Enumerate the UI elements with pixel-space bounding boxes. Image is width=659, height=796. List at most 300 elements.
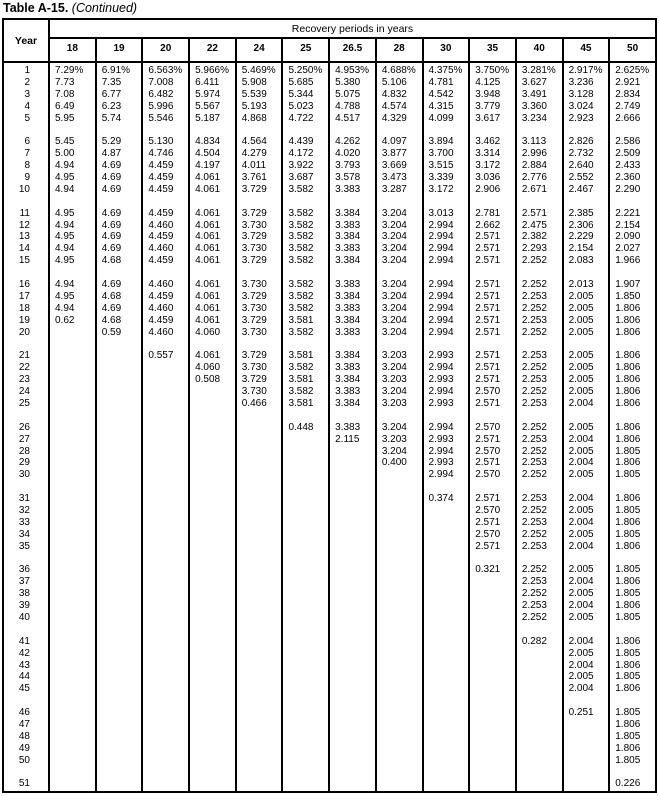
- cell-value: 4.459: [148, 314, 174, 326]
- group-spacer: [424, 338, 469, 350]
- group-spacer: [564, 410, 609, 422]
- empty-cell: [190, 707, 235, 719]
- empty-cell: [517, 755, 562, 767]
- cell-value: 1.805: [615, 469, 641, 481]
- cell-value: 3.287: [381, 183, 407, 195]
- cell-value: 0.59: [101, 326, 122, 338]
- empty-cell: [50, 469, 95, 481]
- cell-value: 3.462: [475, 136, 501, 148]
- group-spacer: [564, 695, 609, 707]
- cell-value: 7.73: [55, 76, 75, 88]
- empty-cell: [190, 719, 235, 731]
- empty-cell: [470, 600, 515, 612]
- cell-value: 4.460: [148, 279, 174, 291]
- group-spacer: [237, 481, 282, 493]
- empty-cell: [424, 576, 469, 588]
- empty-cell: [237, 422, 282, 434]
- cell-value: 2.906: [475, 183, 501, 195]
- cell-value: 4.94: [55, 160, 75, 172]
- cell-value: 4.69: [101, 243, 122, 255]
- empty-cell: [190, 446, 235, 458]
- cell-value: 2.004: [568, 433, 594, 445]
- row-year: 34: [18, 528, 30, 540]
- empty-cell: [330, 588, 375, 600]
- empty-cell: [283, 469, 328, 481]
- empty-cell: [143, 493, 188, 505]
- empty-cell: [330, 529, 375, 541]
- empty-cell: [283, 778, 328, 790]
- empty-cell: [50, 362, 95, 374]
- cell-value: 5.45: [55, 136, 75, 148]
- group-spacer: [50, 196, 95, 208]
- cell-value: 2.570: [475, 469, 501, 481]
- group-spacer: [190, 553, 235, 565]
- empty-cell: [424, 755, 469, 767]
- cell-value: 1.806: [615, 540, 641, 552]
- cell-value: 3.473: [381, 172, 407, 184]
- group-spacer: [4, 624, 48, 636]
- cell-value: 4.061: [195, 243, 221, 255]
- row-year: 49: [18, 742, 30, 754]
- group-spacer: [610, 267, 655, 279]
- cell-value: 3.582: [288, 326, 314, 338]
- cell-value: 3.729: [241, 350, 267, 362]
- row-year: 4: [24, 100, 30, 112]
- empty-cell: [97, 707, 142, 719]
- cell-value: 3.581: [288, 397, 314, 409]
- cell-value: 3.281%: [521, 65, 556, 76]
- empty-cell: [143, 422, 188, 434]
- cell-value: 4.279: [241, 148, 267, 160]
- empty-cell: [97, 386, 142, 398]
- empty-cell: [190, 457, 235, 469]
- cell-value: 4.097: [381, 136, 407, 148]
- cell-value: 3.730: [241, 243, 267, 255]
- row-year: 20: [18, 326, 30, 338]
- cell-value: 2.004: [568, 600, 594, 612]
- group-spacer: [190, 624, 235, 636]
- empty-cell: [470, 778, 515, 790]
- cell-value: 2.253: [521, 350, 547, 362]
- empty-cell: [470, 588, 515, 600]
- cell-value: 2.253: [521, 493, 547, 505]
- empty-cell: [424, 707, 469, 719]
- cell-value: 2.570: [475, 421, 501, 433]
- cell-value: 3.204: [381, 362, 407, 374]
- cell-value: 2.994: [428, 255, 454, 267]
- empty-cell: [143, 517, 188, 529]
- empty-cell: [283, 588, 328, 600]
- cell-value: 5.250%: [288, 65, 323, 76]
- group-spacer: [610, 481, 655, 493]
- cell-value: 2.993: [428, 457, 454, 469]
- empty-cell: [517, 707, 562, 719]
- group-spacer: [424, 410, 469, 422]
- row-year: 39: [18, 600, 30, 612]
- empty-cell: [424, 636, 469, 648]
- cell-value: 4.099: [428, 112, 454, 124]
- cell-value: 3.582: [288, 362, 314, 374]
- cell-value: 0.466: [241, 397, 267, 409]
- group-spacer: [424, 695, 469, 707]
- row-year: 32: [18, 504, 30, 516]
- row-year: 42: [18, 647, 30, 659]
- cell-value: 2.004: [568, 659, 594, 671]
- empty-cell: [517, 743, 562, 755]
- cell-value: 2.994: [428, 290, 454, 302]
- empty-cell: [330, 648, 375, 660]
- cell-value: 3.582: [288, 231, 314, 243]
- cell-value: 4.460: [148, 302, 174, 314]
- cell-value: 3.204: [381, 326, 407, 338]
- group-spacer: [330, 124, 375, 136]
- row-year: 47: [18, 718, 30, 730]
- empty-cell: [377, 541, 422, 553]
- empty-cell: [50, 541, 95, 553]
- empty-cell: [190, 612, 235, 624]
- cell-value: 2.005: [568, 314, 594, 326]
- group-spacer: [143, 481, 188, 493]
- empty-cell: [237, 778, 282, 790]
- empty-cell: [50, 434, 95, 446]
- empty-cell: [237, 541, 282, 553]
- empty-cell: [97, 719, 142, 731]
- empty-cell: [330, 493, 375, 505]
- group-spacer: [377, 196, 422, 208]
- cell-value: 4.061: [195, 255, 221, 267]
- empty-cell: [50, 612, 95, 624]
- row-year: 31: [18, 493, 30, 505]
- cell-value: 1.806: [615, 457, 641, 469]
- cell-value: 3.013: [428, 207, 454, 219]
- group-spacer: [50, 553, 95, 565]
- cell-value: 2.640: [568, 160, 594, 172]
- cell-value: 3.036: [475, 172, 501, 184]
- cell-value: 4.375%: [428, 65, 463, 76]
- empty-cell: [424, 648, 469, 660]
- cell-value: 2.571: [475, 290, 501, 302]
- cell-value: 3.203: [381, 350, 407, 362]
- row-year: 21: [18, 350, 30, 362]
- empty-cell: [190, 778, 235, 790]
- empty-cell: [190, 743, 235, 755]
- empty-cell: [190, 755, 235, 767]
- empty-cell: [330, 660, 375, 672]
- cell-value: 2.509: [615, 148, 641, 160]
- cell-value: 3.384: [335, 290, 361, 302]
- empty-cell: [330, 778, 375, 790]
- cell-value: 3.360: [521, 100, 547, 112]
- cell-value: 4.125: [475, 76, 501, 88]
- empty-cell: [50, 600, 95, 612]
- row-year: 40: [18, 611, 30, 623]
- cell-value: 4.94: [55, 302, 75, 314]
- table-body: [4, 63, 655, 791]
- cell-value: 4.061: [195, 172, 221, 184]
- empty-cell: [143, 719, 188, 731]
- group-spacer: [517, 481, 562, 493]
- empty-cell: [50, 660, 95, 672]
- cell-value: 2.252: [521, 421, 547, 433]
- cell-value: 4.061: [195, 290, 221, 302]
- empty-cell: [143, 636, 188, 648]
- row-year: 27: [18, 433, 30, 445]
- cell-value: 2.004: [568, 516, 594, 528]
- cell-value: 3.581: [288, 350, 314, 362]
- cell-value: 2.571: [475, 243, 501, 255]
- cell-value: 2.252: [521, 528, 547, 540]
- cell-value: 3.877: [381, 148, 407, 160]
- empty-cell: [97, 576, 142, 588]
- group-spacer: [517, 124, 562, 136]
- empty-cell: [237, 457, 282, 469]
- cell-value: 3.582: [288, 290, 314, 302]
- cell-value: 3.236: [568, 76, 594, 88]
- group-spacer: [564, 767, 609, 779]
- cell-value: 6.49: [55, 100, 75, 112]
- empty-cell: [237, 446, 282, 458]
- cell-value: 2.013: [568, 279, 594, 291]
- cell-value: 4.746: [148, 148, 174, 160]
- empty-cell: [517, 683, 562, 695]
- empty-cell: [237, 707, 282, 719]
- cell-value: 3.204: [381, 302, 407, 314]
- cell-value: 3.172: [475, 160, 501, 172]
- group-spacer: [143, 410, 188, 422]
- row-year: 44: [18, 671, 30, 683]
- cell-value: 2.994: [428, 362, 454, 374]
- cell-value: 1.805: [615, 647, 641, 659]
- empty-cell: [470, 707, 515, 719]
- row-year: 5: [24, 112, 30, 124]
- group-spacer: [424, 767, 469, 779]
- empty-cell: [564, 778, 609, 790]
- row-year: 38: [18, 588, 30, 600]
- group-spacer: [283, 767, 328, 779]
- group-spacer: [50, 338, 95, 350]
- cell-value: 4.459: [148, 172, 174, 184]
- cell-value: 4.69: [101, 231, 122, 243]
- cell-value: 6.482: [148, 88, 174, 100]
- period-header: 19: [97, 39, 144, 61]
- cell-value: 2.027: [615, 243, 641, 255]
- group-spacer: [424, 124, 469, 136]
- cell-value: 2.229: [568, 231, 594, 243]
- cell-value: 3.204: [381, 386, 407, 398]
- group-spacer: [470, 124, 515, 136]
- cell-value: 3.948: [475, 88, 501, 100]
- group-spacer: [470, 481, 515, 493]
- group-spacer: [97, 196, 142, 208]
- empty-cell: [97, 362, 142, 374]
- cell-value: 2.083: [568, 255, 594, 267]
- group-spacer: [50, 481, 95, 493]
- empty-cell: [424, 719, 469, 731]
- cell-value: 3.491: [521, 88, 547, 100]
- cell-value: 3.384: [335, 255, 361, 267]
- value-column: [283, 63, 330, 791]
- empty-cell: [330, 612, 375, 624]
- row-year: 17: [18, 290, 30, 302]
- cell-value: 3.204: [381, 243, 407, 255]
- empty-cell: [50, 719, 95, 731]
- empty-cell: [237, 564, 282, 576]
- cell-value: 4.722: [288, 112, 314, 124]
- group-spacer: [517, 410, 562, 422]
- cell-value: 3.204: [381, 421, 407, 433]
- row-year: 33: [18, 516, 30, 528]
- cell-value: 2.433: [615, 160, 641, 172]
- empty-cell: [97, 469, 142, 481]
- cell-value: 4.172: [288, 148, 314, 160]
- row-year: 8: [24, 160, 30, 172]
- cell-value: 2.994: [428, 469, 454, 481]
- group-spacer: [330, 196, 375, 208]
- cell-value: 4.832: [381, 88, 407, 100]
- empty-cell: [237, 434, 282, 446]
- empty-cell: [377, 671, 422, 683]
- cell-value: 1.850: [615, 290, 641, 302]
- cell-value: 4.061: [195, 279, 221, 291]
- cell-value: 2.994: [428, 243, 454, 255]
- page-title: [3, 1, 137, 15]
- period-header: 24: [237, 39, 284, 61]
- group-spacer: [143, 695, 188, 707]
- cell-value: 4.011: [241, 160, 267, 172]
- row-year: 1: [24, 65, 30, 76]
- empty-cell: [50, 446, 95, 458]
- empty-cell: [377, 636, 422, 648]
- cell-value: 2.253: [521, 314, 547, 326]
- cell-value: 4.459: [148, 160, 174, 172]
- empty-cell: [97, 517, 142, 529]
- cell-value: 1.806: [615, 742, 641, 754]
- cell-value: 2.005: [568, 564, 594, 576]
- empty-cell: [330, 469, 375, 481]
- row-year: 50: [18, 754, 30, 766]
- cell-value: 3.383: [335, 279, 361, 291]
- cell-value: 2.005: [568, 445, 594, 457]
- empty-cell: [50, 648, 95, 660]
- row-year: 25: [18, 397, 30, 409]
- cell-value: 3.761: [241, 172, 267, 184]
- cell-value: 3.729: [241, 374, 267, 386]
- cell-value: 1.806: [615, 635, 641, 647]
- empty-cell: [50, 517, 95, 529]
- cell-value: 4.061: [195, 231, 221, 243]
- group-spacer: [564, 553, 609, 565]
- cell-value: 2.154: [615, 219, 641, 231]
- empty-cell: [143, 588, 188, 600]
- group-spacer: [377, 124, 422, 136]
- empty-cell: [377, 719, 422, 731]
- empty-cell: [143, 541, 188, 553]
- empty-cell: [330, 446, 375, 458]
- empty-cell: [330, 457, 375, 469]
- cell-value: 4.061: [195, 350, 221, 362]
- group-spacer: [97, 481, 142, 493]
- row-year: 26: [18, 421, 30, 433]
- group-spacer: [517, 267, 562, 279]
- empty-cell: [97, 446, 142, 458]
- empty-cell: [517, 671, 562, 683]
- empty-cell: [97, 398, 142, 410]
- cell-value: 1.806: [615, 718, 641, 730]
- cell-value: 5.974: [195, 88, 221, 100]
- group-spacer: [377, 481, 422, 493]
- cell-value: 4.061: [195, 183, 221, 195]
- cell-value: 2.253: [521, 290, 547, 302]
- group-spacer: [330, 338, 375, 350]
- group-spacer: [470, 267, 515, 279]
- period-header: 50: [627, 43, 639, 54]
- empty-cell: [377, 743, 422, 755]
- empty-cell: [190, 731, 235, 743]
- cell-value: 3.582: [288, 279, 314, 291]
- cell-value: 2.253: [521, 516, 547, 528]
- group-spacer: [517, 624, 562, 636]
- cell-value: 5.187: [195, 112, 221, 124]
- group-spacer: [143, 267, 188, 279]
- cell-value: 3.383: [335, 183, 361, 195]
- cell-value: 4.459: [148, 207, 174, 219]
- group-spacer: [4, 124, 48, 136]
- group-spacer: [4, 695, 48, 707]
- group-spacer: [424, 267, 469, 279]
- group-spacer: [283, 624, 328, 636]
- cell-value: 4.781: [428, 76, 454, 88]
- empty-cell: [470, 671, 515, 683]
- empty-cell: [143, 362, 188, 374]
- empty-cell: [190, 422, 235, 434]
- cell-value: 1.806: [615, 302, 641, 314]
- empty-cell: [330, 719, 375, 731]
- cell-value: 2.253: [521, 576, 547, 588]
- cell-value: 2.005: [568, 326, 594, 338]
- group-spacer: [377, 767, 422, 779]
- cell-value: 3.384: [335, 231, 361, 243]
- empty-cell: [190, 683, 235, 695]
- empty-cell: [190, 505, 235, 517]
- empty-cell: [283, 731, 328, 743]
- cell-value: 2.994: [428, 314, 454, 326]
- cell-value: 2.005: [568, 302, 594, 314]
- cell-value: 4.459: [148, 255, 174, 267]
- cell-value: 4.315: [428, 100, 454, 112]
- group-spacer: [143, 553, 188, 565]
- empty-cell: [517, 719, 562, 731]
- group-spacer: [4, 267, 48, 279]
- empty-cell: [143, 469, 188, 481]
- cell-value: 7.29%: [55, 65, 84, 76]
- empty-cell: [50, 707, 95, 719]
- empty-cell: [424, 778, 469, 790]
- group-spacer: [283, 481, 328, 493]
- empty-cell: [470, 660, 515, 672]
- group-spacer: [237, 124, 282, 136]
- cell-value: 6.23: [101, 100, 122, 112]
- empty-cell: [97, 588, 142, 600]
- cell-value: 3.730: [241, 326, 267, 338]
- empty-cell: [330, 671, 375, 683]
- empty-cell: [424, 731, 469, 743]
- empty-cell: [97, 683, 142, 695]
- cell-value: 3.793: [335, 160, 361, 172]
- group-spacer: [424, 624, 469, 636]
- group-spacer: [610, 196, 655, 208]
- cell-value: 4.95: [55, 207, 75, 219]
- period-header: 25: [283, 39, 330, 61]
